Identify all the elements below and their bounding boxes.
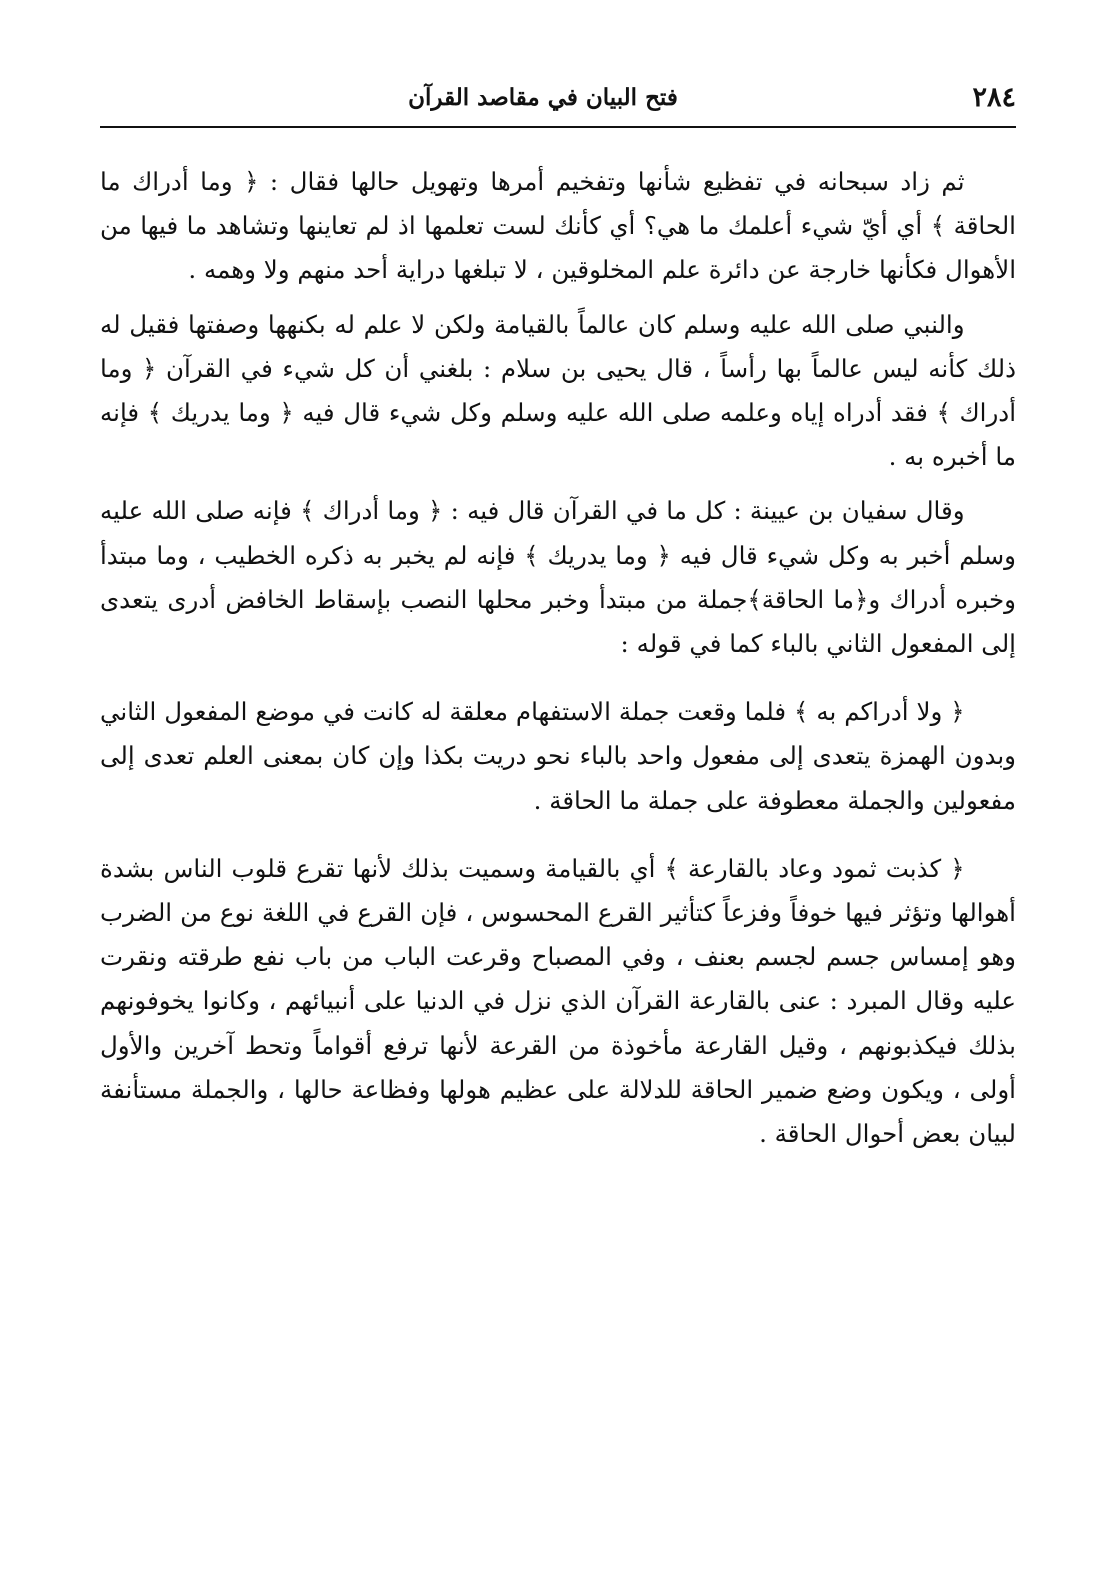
paragraph: والنبي صلى الله عليه وسلم كان عالماً بالقيامة ولكن لا علم له بكنهها وصفتها فقيل له ذلك كأنه ليس عالماً بها رأساً ، قال يحيى بن سلام : بلغني أن كل شيء في القرآن ﴿ وما أدراك ﴾ فقد أدراه إياه وعلمه صلى الله عليه وسلم وكل شيء قال فيه ﴿ وما يدريك ﴾ فإنه ما أخبره به .	[100, 309, 1016, 472]
page-number: ٢٨٤	[972, 82, 1016, 113]
running-title: فتح البيان في مقاصد القرآن	[408, 84, 678, 111]
body-text	[100, 160, 1016, 1156]
paragraph: ﴿ كذبت ثمود وعاد بالقارعة ﴾ أي بالقيامة وسميت بذلك لأنها تقرع قلوب الناس بشدة أهوالها وتؤثر فيها خوفاً وفزعاً كتأثير القرع المحسوس ، فإن القرع في اللغة نوع من الضرب وهو إمساس جسم لجسم بعنف ، وفي المصباح وقرعت الباب من باب نفع طرقته ونقرت عليه وقال المبرد : عنى بالقارعة القرآن الذي نزل في الدنيا على أنبيائهم ، وكانوا يخوفونهم بذلك فيكذبونهم ، وقيل القارعة مأخوذة من القرعة لأنها ترفع أقواماً وتحط آخرين والأول أولى ، ويكون وضع ضمير الحاقة للدلالة على عظيم هولها وفظاعة حالها ، والجملة مستأنفة لبيان بعض أحوال الحاقة .	[100, 853, 1016, 1149]
paragraph: وقال سفيان بن عيينة : كل ما في القرآن قال فيه : ﴿ وما أدراك ﴾ فإنه صلى الله عليه وسلم أخبر به وكل شيء قال فيه ﴿ وما يدريك ﴾ فإنه لم يخبر به ذكره الخطيب ، وما مبتدأ وخبره أدراك و﴿ما الحاقة﴾جملة من مبتدأ وخبر محلها النصب بإسقاط الخافض أدرى يتعدى إلى المفعول الثاني بالباء كما في قوله :	[100, 496, 1016, 659]
paragraph: ﴿ ولا أدراكم به ﴾ فلما وقعت جملة الاستفهام معلقة له كانت في موضع المفعول الثاني وبدون الهمزة يتعدى إلى مفعول واحد بالباء نحو دريت بكذا وإن كان بمعنى العلم تعدى إلى مفعولين والجملة معطوفة على جملة ما الحاقة .	[100, 697, 1016, 815]
page-header	[100, 78, 1016, 128]
paragraph: ثم زاد سبحانه في تفظيع شأنها وتفخيم أمرها وتهويل حالها فقال : ﴿ وما أدراك ما الحاقة ﴾ أي أيّ شيء أعلمك ما هي؟ أي كأنك لست تعلمها اذ لم تعاينها وتشاهد ما فيها من الأهوال فكأنها خارجة عن دائرة علم المخلوقين ، لا تبلغها دراية أحد منهم ولا وهمه .	[100, 167, 1016, 285]
